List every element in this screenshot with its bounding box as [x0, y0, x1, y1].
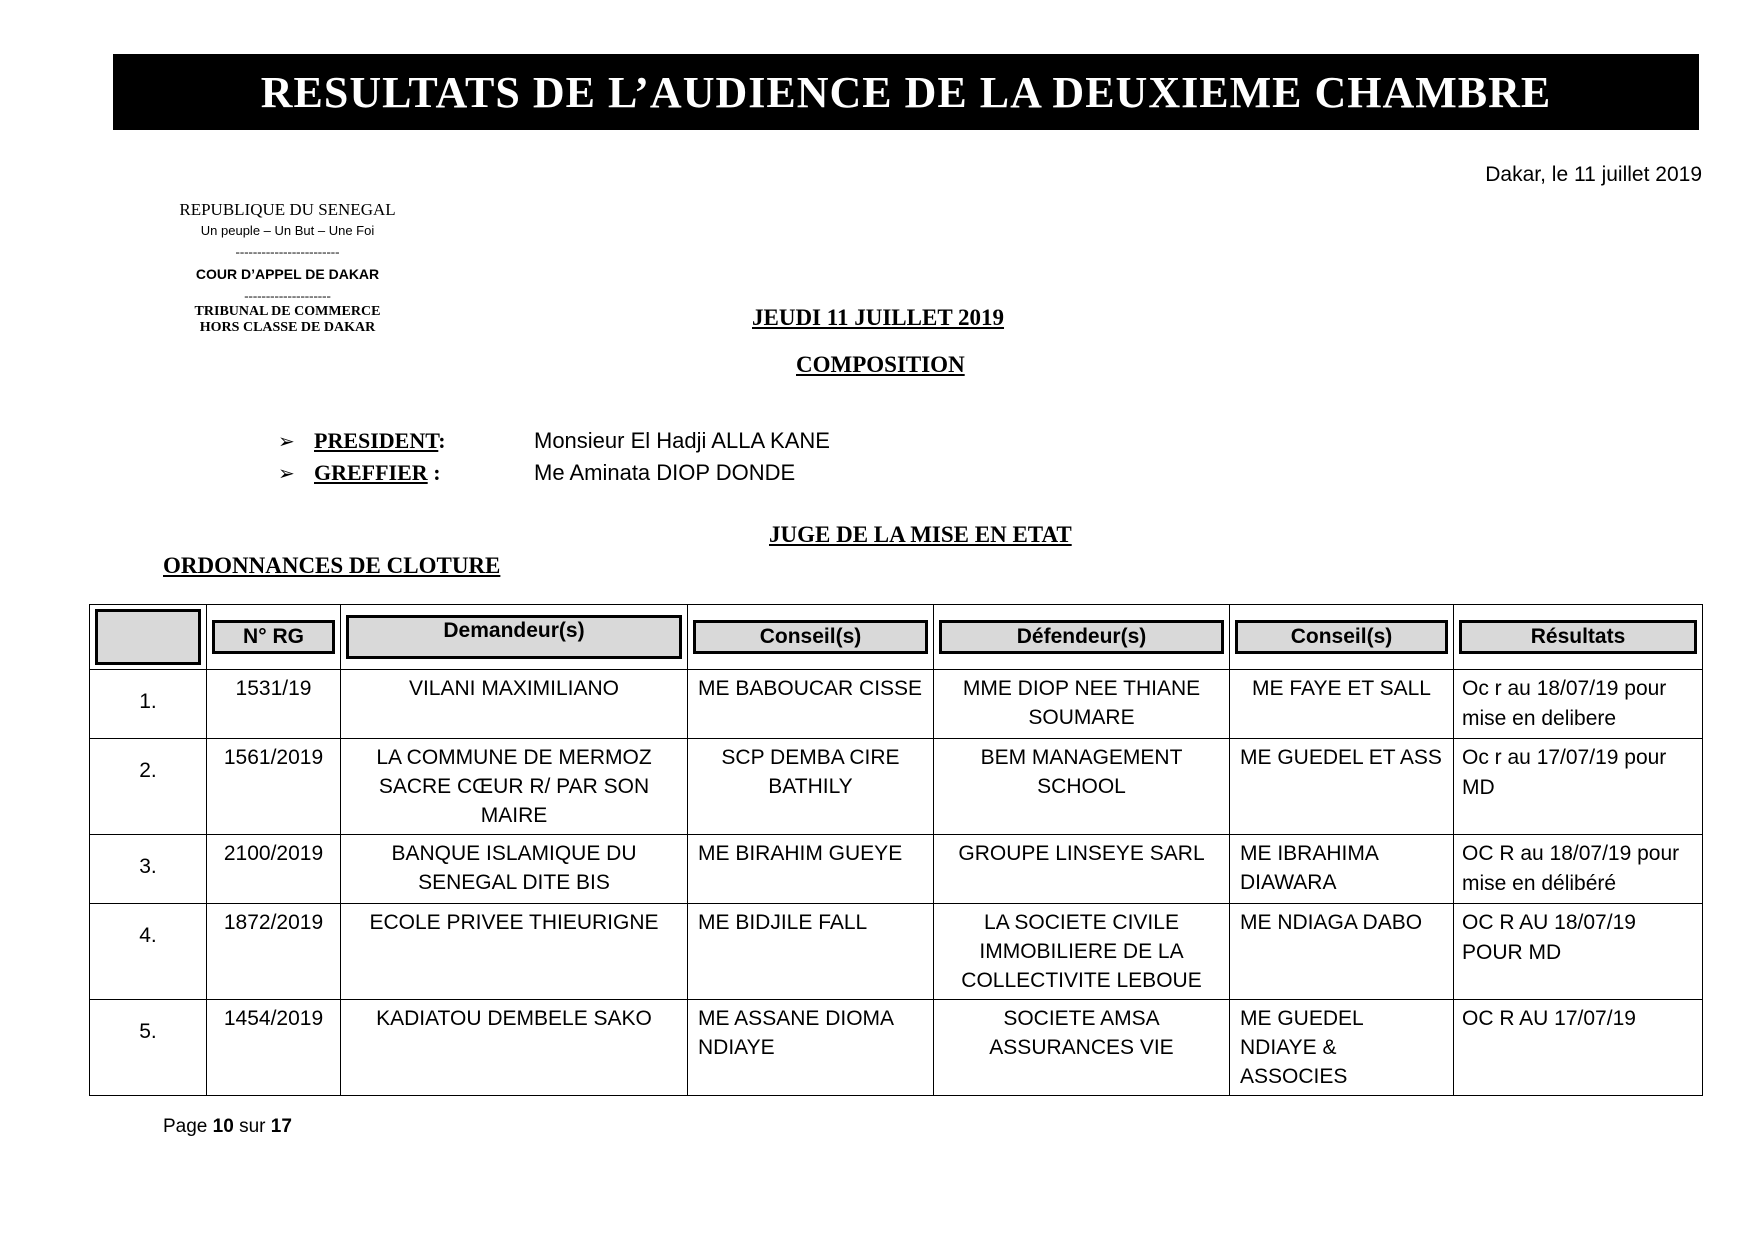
header-rg-cell — [207, 605, 341, 670]
footer-page-number: 10 — [212, 1116, 234, 1137]
letterhead-court: COUR D’APPEL DE DAKAR — [195, 266, 380, 282]
table-row — [90, 739, 1703, 835]
greffier-value: Me Aminata DIOP DONDE — [534, 460, 796, 485]
date-line: Dakar, le 11 juillet 2019 — [1485, 163, 1702, 186]
row-conseil2: ME FAYE ET SALL — [1230, 670, 1454, 739]
row-resultat: OC R AU 18/07/19 POUR MD — [1454, 904, 1703, 1000]
row-demandeur: KADIATOU DEMBELE SAKO — [341, 1000, 688, 1096]
page-footer — [163, 1116, 292, 1138]
header-conseil1: Conseil(s) — [693, 620, 928, 654]
header-rg: N° RG — [212, 620, 335, 654]
results-table — [89, 604, 1703, 1096]
row-defendeur: MME DIOP NEE THIANE SOUMARE — [934, 670, 1230, 739]
subsection-heading: ORDONNANCES DE CLOTURE — [163, 553, 501, 578]
header-conseil1-cell — [688, 605, 934, 670]
header-resultats-cell — [1454, 605, 1703, 670]
page-banner: RESULTATS DE L’AUDIENCE DE LA DEUXIEME CHAMBRE — [113, 54, 1699, 130]
row-number: 4. — [90, 904, 207, 1000]
row-conseil2: ME NDIAGA DABO — [1230, 904, 1454, 1000]
row-conseil1: ME BIRAHIM GUEYE — [688, 835, 934, 904]
row-conseil2: ME GUEDEL ET ASS — [1230, 739, 1454, 835]
row-defendeur: BEM MANAGEMENT SCHOOL — [934, 739, 1230, 835]
row-demandeur: BANQUE ISLAMIQUE DU SENEGAL DITE BIS — [341, 835, 688, 904]
letterhead — [150, 200, 425, 336]
row-demandeur: VILANI MAXIMILIANO — [341, 670, 688, 739]
greffier-colon: : — [427, 460, 441, 485]
header-conseil2-cell — [1230, 605, 1454, 670]
header-conseil2: Conseil(s) — [1235, 620, 1448, 654]
letterhead-motto: Un peuple – Un But – Une Foi — [200, 223, 375, 238]
row-conseil1: SCP DEMBA CIRE BATHILY — [688, 739, 934, 835]
header-defendeur-cell — [934, 605, 1230, 670]
arrow-bullet-icon: ➢ — [278, 431, 295, 453]
footer-page-total: 17 — [270, 1116, 292, 1137]
table-row — [90, 835, 1703, 904]
row-demandeur: LA COMMUNE DE MERMOZ SACRE CŒUR R/ PAR SON MAIRE — [341, 739, 688, 835]
header-index-cell — [90, 605, 207, 670]
header-resultats: Résultats — [1459, 620, 1697, 654]
header-demandeur-cell — [341, 605, 688, 670]
letterhead-republic: REPUBLIQUE DU SENEGAL — [179, 200, 396, 219]
greffier-row — [278, 460, 795, 486]
footer-sur-word: sur — [239, 1116, 266, 1137]
table-row — [90, 904, 1703, 1000]
row-number: 2. — [90, 739, 207, 835]
row-number: 3. — [90, 835, 207, 904]
arrow-bullet-icon: ➢ — [278, 463, 295, 485]
table-row — [90, 670, 1703, 739]
header-empty-box — [95, 609, 201, 665]
row-conseil1: ME BIDJILE FALL — [688, 904, 934, 1000]
row-resultat: Oc r au 18/07/19 pour mise en delibere — [1454, 670, 1703, 739]
section-heading: JUGE DE LA MISE EN ETAT — [769, 522, 1072, 547]
row-resultat: OC R au 18/07/19 pour mise en délibéré — [1454, 835, 1703, 904]
greffier-label: GREFFIER — [314, 460, 428, 485]
row-resultat: Oc r au 17/07/19 pour MD — [1454, 739, 1703, 835]
row-rg: 1454/2019 — [207, 1000, 341, 1096]
header-defendeur: Défendeur(s) — [939, 620, 1224, 654]
row-conseil1: ME BABOUCAR CISSE — [688, 670, 934, 739]
letterhead-divider: -------------------- — [244, 288, 331, 303]
row-defendeur: SOCIETE AMSA ASSURANCES VIE — [934, 1000, 1230, 1096]
row-rg: 2100/2019 — [207, 835, 341, 904]
president-row — [278, 428, 830, 454]
session-date-heading: JEUDI 11 JUILLET 2019 — [752, 305, 1005, 330]
letterhead-divider: ------------------------ — [235, 244, 340, 259]
row-conseil2: ME GUEDEL NDIAYE & ASSOCIES — [1230, 1000, 1454, 1096]
row-demandeur: ECOLE PRIVEE THIEURIGNE — [341, 904, 688, 1000]
table-header-row — [90, 605, 1703, 670]
letterhead-tribunal-line2: HORS CLASSE DE DAKAR — [199, 320, 376, 335]
president-label: PRESIDENT — [314, 428, 439, 453]
row-conseil1: ME ASSANE DIOMA NDIAYE — [688, 1000, 934, 1096]
row-conseil2: ME IBRAHIMA DIAWARA — [1230, 835, 1454, 904]
footer-page-word: Page — [163, 1116, 208, 1137]
president-colon: : — [438, 428, 446, 453]
row-rg: 1561/2019 — [207, 739, 341, 835]
row-number: 1. — [90, 670, 207, 739]
row-resultat: OC R AU 17/07/19 — [1454, 1000, 1703, 1096]
president-value: Monsieur El Hadji ALLA KANE — [534, 428, 830, 453]
letterhead-tribunal-line1: TRIBUNAL DE COMMERCE — [194, 304, 381, 319]
header-demandeur: Demandeur(s) — [346, 615, 682, 659]
composition-heading: COMPOSITION — [796, 352, 965, 377]
row-rg: 1872/2019 — [207, 904, 341, 1000]
row-defendeur: GROUPE LINSEYE SARL — [934, 835, 1230, 904]
row-defendeur: LA SOCIETE CIVILE IMMOBILIERE DE LA COLLECTIVITE LEBOUE — [934, 904, 1230, 1000]
table-row — [90, 1000, 1703, 1096]
row-number: 5. — [90, 1000, 207, 1096]
row-rg: 1531/19 — [207, 670, 341, 739]
